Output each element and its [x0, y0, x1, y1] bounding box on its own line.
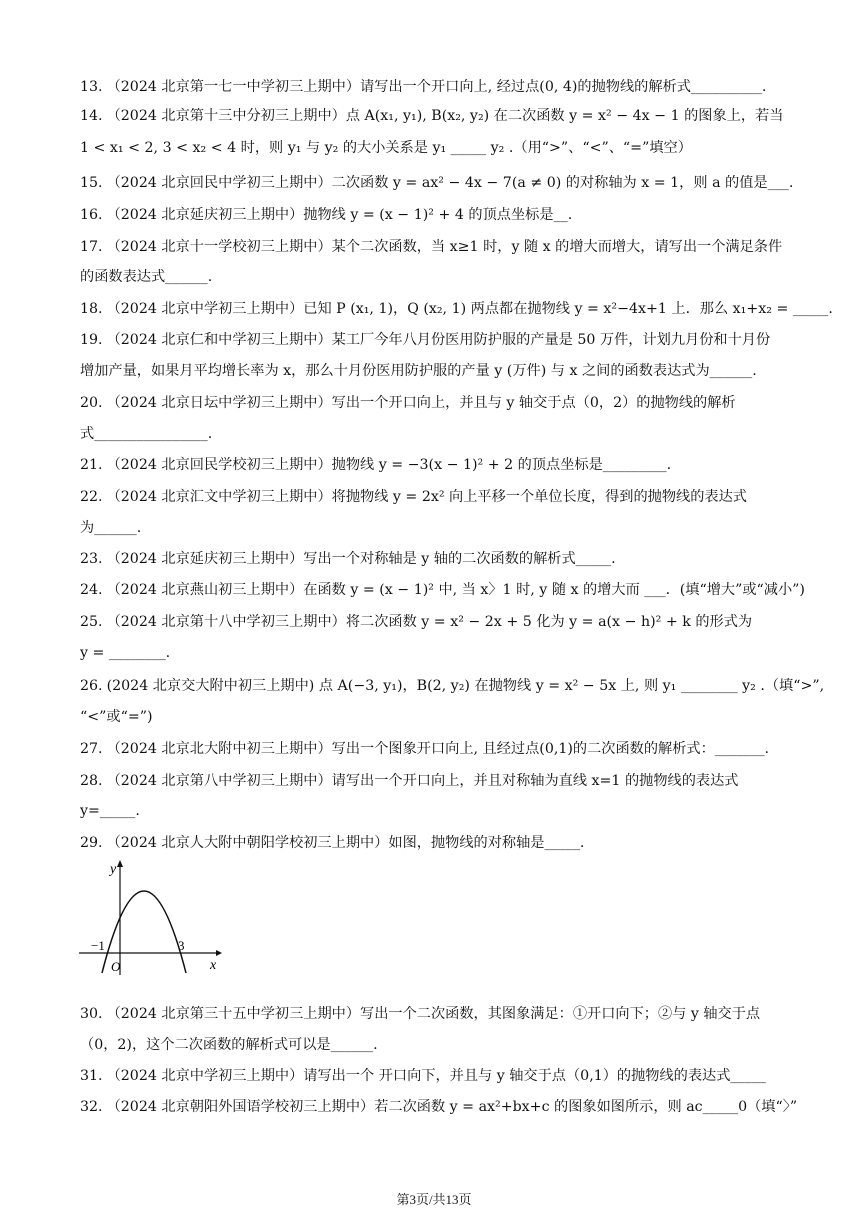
y-axis-arrow	[117, 860, 123, 867]
x-axis-label: x	[210, 958, 217, 973]
question-line	[80, 1066, 766, 1086]
question-text: （2024 北京回民学校初三上期中）抛物线 y = −3(x − 1)² + 2 的顶点坐标是_________.	[106, 457, 672, 473]
question-line	[80, 237, 782, 257]
question-text: （2024 北京第一七一中学初三上期中）请写出一个开口向上, 经过点(0, 4)的抛物线的解析式__________.	[106, 79, 767, 95]
question-text: y=_____.	[80, 803, 140, 819]
question-line	[80, 138, 692, 158]
question-number: 27.	[80, 741, 103, 757]
question-text: y = ________.	[80, 645, 171, 661]
question-line	[80, 1097, 797, 1117]
question-line	[80, 205, 572, 225]
question-text: （2024 北京第八中学初三上期中）请写出一个开口向上，并且对称轴为直线 x=1 的抛物线的表达式	[106, 773, 739, 789]
question-text: (2024 北京交大附中初三上期中) 点 A(−3, y₁)，B(2, y₂) 在抛物线 y = x² − 5x 上, 则 y₁ ________ y₂ .（填“>”,	[106, 678, 825, 694]
question-number: 31.	[80, 1068, 103, 1084]
question-line	[80, 455, 671, 475]
question-number: 21.	[80, 457, 103, 473]
question-text: （2024 北京朝阳外国语学校初三上期中）若二次函数 y = ax²+bx+c 的图象如图所示，则 ac_____0（填“〉”	[106, 1099, 798, 1115]
question-number: 24.	[80, 582, 103, 598]
question-text: （2024 北京汇文中学初三上期中）将抛物线 y = 2x² 向上平移一个单位长度，得到的抛物线的表达式	[106, 489, 747, 505]
question-text: （0，2)，这个二次函数的解析式可以是______.	[80, 1037, 378, 1053]
question-text: （2024 北京中学初三上期中）已知 P (x₁, 1)，Q (x₂, 1) 两点都在抛物线 y = x²−4x+1 上．那么 x₁+x₂ = _____.	[106, 301, 833, 317]
question-number: 30.	[80, 1006, 103, 1022]
question-text: 的函数表达式______.	[80, 269, 213, 285]
question-text: （2024 北京第十八中学初三上期中）将二次函数 y = x² − 2x + 5 化为 y = a(x − h)² + k 的形式为	[106, 614, 753, 630]
question-text: （2024 北京第十三中分初三上期中）点 A(x₁, y₁), B(x₂, y₂) 在二次函数 y = x² − 4x − 1 的图象上，若当	[106, 108, 784, 124]
question-number: 13.	[80, 79, 103, 95]
question-line	[80, 612, 752, 632]
question-number: 22.	[80, 489, 103, 505]
question-text: （2024 北京北大附中初三上期中）写出一个图象开口向上, 且经过点(0,1)的二次函数的解析式：_______.	[106, 741, 769, 757]
question-number: 28.	[80, 773, 103, 789]
question-number: 29.	[80, 835, 103, 851]
question-text: “<”或“=”)	[80, 709, 153, 725]
question-line	[80, 77, 766, 97]
question-text: （2024 北京仁和中学初三上期中）某工厂今年八月份医用防护服的产量是 50 万件，计划九月份和十月份	[106, 332, 771, 348]
question-number: 19.	[80, 332, 103, 348]
question-line	[80, 833, 584, 853]
question-number: 15.	[80, 175, 103, 191]
x-axis-arrow	[216, 950, 222, 956]
question-number: 18.	[80, 301, 103, 317]
question-text: （2024 北京人大附中朝阳学校初三上期中）如图，抛物线的对称轴是_____.	[106, 835, 585, 851]
question-line	[80, 771, 738, 791]
question-line	[80, 487, 747, 507]
page-footer: 第3页/共13页	[396, 1192, 472, 1207]
question-number: 25.	[80, 614, 103, 630]
question-line	[80, 643, 170, 663]
left-root-label: −1	[91, 938, 105, 953]
question-text: （2024 北京第三十五中学初三上期中）写出一个二次函数，其图象满足：①开口向下；②与 y 轴交于点	[106, 1006, 761, 1022]
question-text: （2024 北京十一学校初三上期中）某个二次函数，当 x≥1 时，y 随 x 的增大而增大，请写出一个满足条件	[106, 239, 783, 255]
question-text: （2024 北京回民中学初三上期中）二次函数 y = ax² − 4x − 7(a ≠ 0) 的对称轴为 x = 1，则 a 的值是___.	[106, 175, 794, 191]
right-root-label: 3	[178, 938, 185, 953]
question-number: 14.	[80, 108, 103, 124]
question-text: （2024 北京延庆初三上期中）抛物线 y = (x − 1)² + 4 的顶点坐标是__.	[106, 207, 573, 223]
parabola-figure	[74, 855, 224, 980]
question-line	[80, 801, 140, 821]
question-line	[80, 739, 769, 759]
question-text: 式________________.	[80, 426, 213, 442]
question-number: 23.	[80, 551, 103, 567]
question-number: 20.	[80, 395, 103, 411]
question-line	[80, 393, 736, 413]
question-number: 17.	[80, 239, 103, 255]
question-line	[80, 173, 793, 193]
question-text: （2024 北京燕山初三上期中）在函数 y = (x − 1)² 中, 当 x〉1 时, y 随 x 的增大而 ___．(填“增大”或“减小”)	[106, 582, 805, 598]
question-line	[80, 424, 212, 444]
question-text: 1 < x₁ < 2, 3 < x₂ < 4 时，则 y₁ 与 y₂ 的大小关系是 y₁ _____ y₂ .（用“>”、“<”、“=”填空）	[80, 140, 692, 156]
question-line	[80, 518, 141, 538]
question-line	[80, 1004, 760, 1024]
question-line	[80, 330, 770, 350]
origin-label: O	[111, 959, 121, 974]
question-text: （2024 北京中学初三上期中）请写出一个 开口向下，并且与 y 轴交于点（0,1）的抛物线的表达式_____	[106, 1068, 766, 1084]
question-line	[80, 549, 616, 569]
question-line	[80, 580, 805, 600]
question-line	[80, 707, 153, 727]
question-text: 为______.	[80, 520, 142, 536]
question-line	[80, 267, 212, 287]
question-number: 26.	[80, 678, 103, 694]
question-line	[80, 1035, 378, 1055]
question-number: 16.	[80, 207, 103, 223]
question-text: （2024 北京日坛中学初三上期中）写出一个开口向上，并且与 y 轴交于点（0，2）的抛物线的解析	[106, 395, 736, 411]
y-axis-label: y	[110, 862, 117, 877]
question-number: 32.	[80, 1099, 103, 1115]
question-text: （2024 北京延庆初三上期中）写出一个对称轴是 y 轴的二次函数的解析式_____.	[106, 551, 616, 567]
question-line	[80, 361, 757, 381]
question-line	[80, 299, 833, 319]
question-text: 增加产量，如果月平均增长率为 x，那么十月份医用防护服的产量 y (万件) 与 x 之间的函数表达式为______.	[80, 363, 757, 379]
question-line	[80, 106, 783, 126]
question-line	[80, 676, 824, 696]
